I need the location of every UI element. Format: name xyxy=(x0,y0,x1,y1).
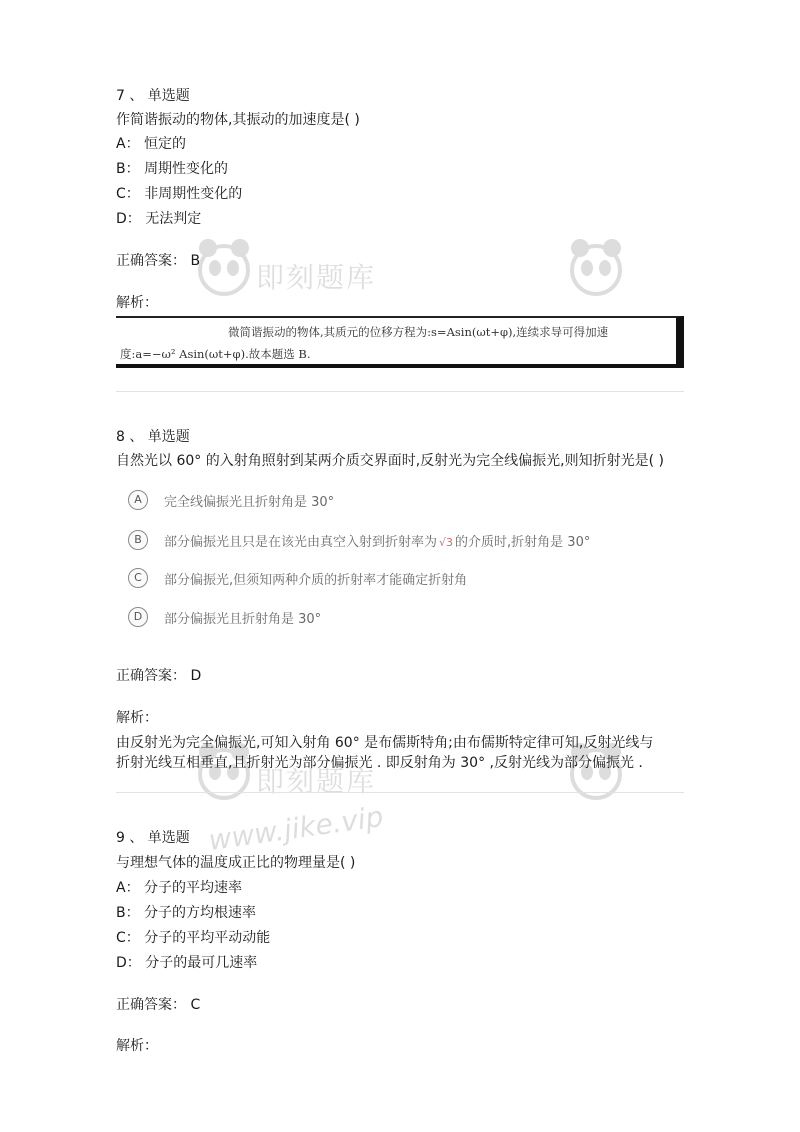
analysis-image-line: 微简谐振动的物体,其质元的位移方程为:s=Asin(ωt+φ),连续求导可得加速 xyxy=(228,325,609,339)
question-9-answer: 正确答案： C xyxy=(116,997,201,1013)
question-8-analysis-line: 由反射光为完全偏振光,可知入射角 60° 是布儒斯特角;由布儒斯特定律可知,反射光线与 xyxy=(116,735,654,751)
question-7-option-c: C： 非周期性变化的 xyxy=(116,186,243,202)
panda-logo-icon xyxy=(196,238,252,300)
question-9-option-b: B： 分子的方均根速率 xyxy=(116,905,257,921)
question-7-analysis-label: 解析： xyxy=(116,295,158,311)
question-8-analysis-label: 解析： xyxy=(116,710,158,726)
panda-logo-icon xyxy=(568,238,624,300)
question-9-analysis-label: 解析： xyxy=(116,1038,158,1054)
question-8-stem: 自然光以 60° 的入射角照射到某两介质交界面时,反射光为完全线偏振光,则知折射光是( ) xyxy=(116,453,664,469)
watermark-brand: 即刻题库 xyxy=(256,261,377,294)
question-7-option-d: D： 无法判定 xyxy=(116,211,202,227)
question-9-stem: 与理想气体的温度成正比的物理量是( ) xyxy=(116,855,356,871)
divider xyxy=(116,792,684,793)
question-7-option-b: B： 周期性变化的 xyxy=(116,161,229,177)
question-8-analysis-line: 折射光线互相垂直,且折射光为部分偏振光 . 即反射角为 30° ,反射光线为部分偏振光 . xyxy=(116,755,643,771)
question-7-analysis-image xyxy=(116,316,684,368)
question-7-option-a: A： 恒定的 xyxy=(116,136,187,152)
analysis-image-line: 度:a=−ω² Asin(ωt+φ).故本题选 B. xyxy=(120,347,311,361)
question-7-header: 7 、 单选题 xyxy=(116,88,190,104)
question-7-answer: 正确答案： B xyxy=(116,253,201,269)
question-9-option-c: C： 分子的平均平动动能 xyxy=(116,930,271,946)
question-9-option-d: D： 分子的最可几速率 xyxy=(116,955,258,971)
question-9-option-a: A： 分子的平均速率 xyxy=(116,880,243,896)
watermark-brand: 即刻题库 xyxy=(256,765,377,798)
question-8-header: 8 、 单选题 xyxy=(116,429,190,445)
question-9-header: 9 、 单选题 xyxy=(116,830,190,846)
sqrt3-formula: √3 xyxy=(439,536,454,549)
divider xyxy=(116,391,684,392)
watermark-url: www.jike.vip xyxy=(206,799,386,858)
question-7-stem: 作简谐振动的物体,其振动的加速度是( ) xyxy=(116,112,360,128)
question-8-answer: 正确答案： D xyxy=(116,668,202,684)
